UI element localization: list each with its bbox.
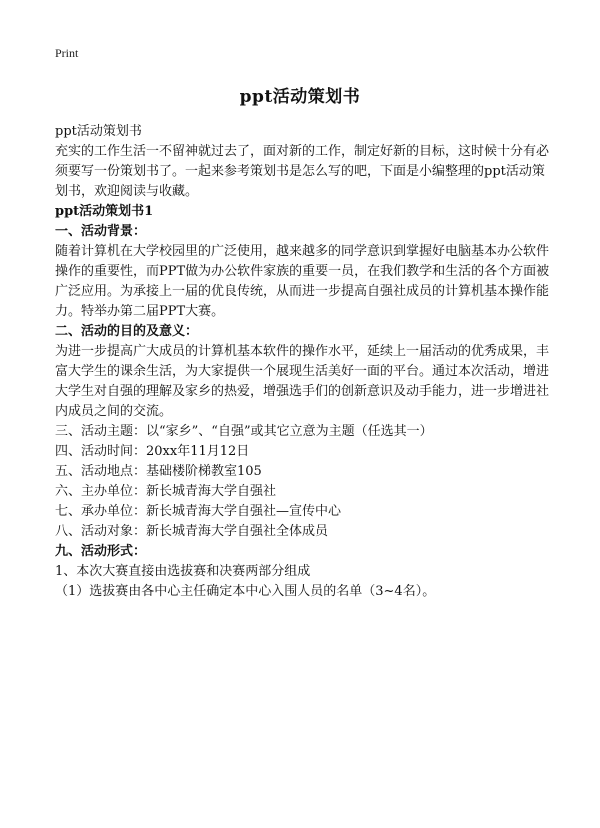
host-line: 六、主办单位：新长城青海大学自强社: [55, 484, 277, 499]
plan-heading: ppt活动策划书1: [55, 204, 154, 219]
form-item-1: 1、本次大赛直接由选拔赛和决赛两部分组成: [55, 564, 311, 579]
document-subtitle: ppt活动策划书: [55, 124, 142, 139]
background-heading: 一、活动背景：: [55, 224, 147, 239]
theme-line: 三、活动主题：以“家乡”、“自强”或其它立意为主题（任选其一）: [55, 424, 433, 439]
target-line: 八、活动对象：新长城青海大学自强社全体成员: [55, 524, 329, 539]
form-item-1-sub: （1）选拔赛由各中心主任确定本中心入围人员的名单（3~4名）。: [55, 584, 436, 599]
intro-paragraph: 充实的工作生活一不留神就过去了，面对新的工作，制定好新的目标，这时候十分有必须要写一份策划书了。一起来参考策划书是怎么写的吧，下面是小编整理的ppt活动策划书，欢迎阅读与收藏。: [55, 144, 550, 199]
document-title: ppt活动策划书: [239, 87, 361, 107]
form-heading: 九、活动形式：: [55, 544, 147, 559]
document-body: [55, 122, 550, 602]
organizer-line: 七、承办单位：新长城青海大学自强社—宣传中心: [55, 504, 342, 519]
background-paragraph: 随着计算机在大学校园里的广泛使用，越来越多的同学意识到掌握好电脑基本办公软件操作的重要性，而PPT做为办公软件家族的重要一员，在我们教学和生活的各个方面被广泛应用。为承接上一届的优良传统，从而进一步提高自强社成员的计算机基本操作能力。特举办第二届PPT大赛。: [55, 244, 550, 319]
purpose-paragraph: 为进一步提高广大成员的计算机基本软件的操作水平，延续上一届活动的优秀成果，丰富大学生的课余生活，为大家提供一个展现生活美好一面的平台。通过本次活动，增进大学生对自强的理解及家乡的热爱，增强选手们的创新意识及动手能力，进一步增进社内成员之间的交流。: [55, 344, 550, 419]
print-label: Print: [55, 46, 79, 60]
time-line: 四、活动时间：20xx年11月12日: [55, 444, 250, 459]
purpose-heading: 二、活动的目的及意义：: [55, 324, 199, 339]
location-line: 五、活动地点：基础楼阶梯教室105: [55, 464, 262, 479]
